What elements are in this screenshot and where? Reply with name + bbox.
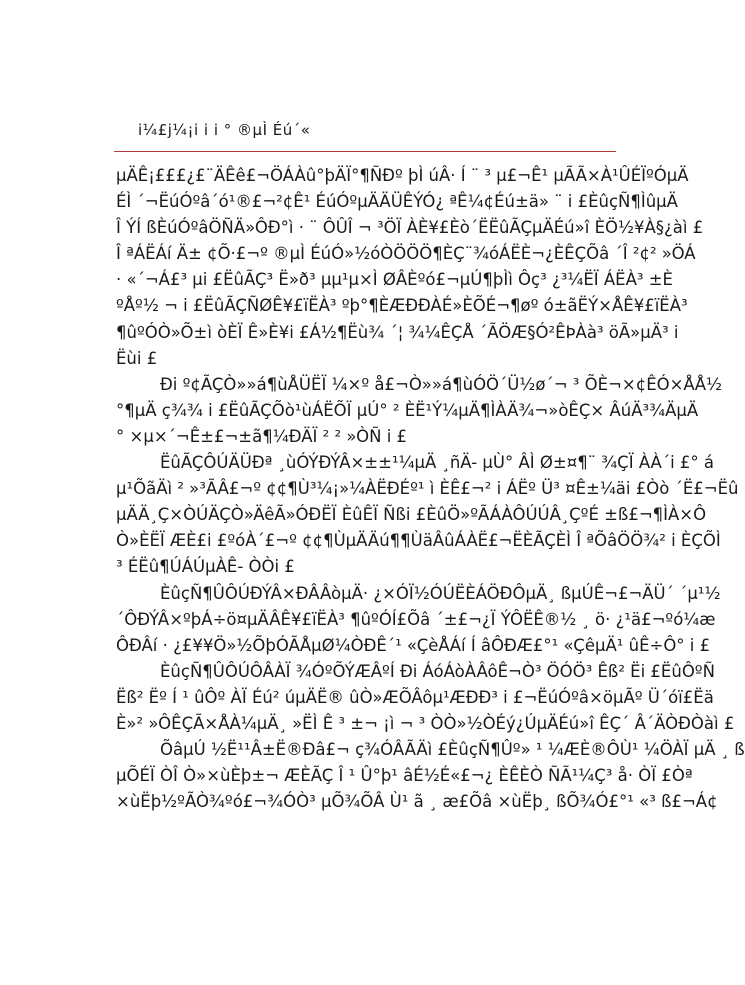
text-line: ÈûçÑ¶ÛÔÚÔÂÀÏ ¾ÓºÕÝÆÂºÍ Ði ÁóÁòÀÂôÊ¬Ò³ ÖÓÖ³ Êß² Ëi £ËûÔºÑ <box>160 661 715 681</box>
text-line: °¶µÄ ç¾¾ i £ËûÃÇÕò¹ùÁËÕÏ µÚ° ² ÈË¹Ý¼µÄ¶ÌÀÄ¾¬»òÊÇ× ÂúÄ³¾ÄµÄ <box>116 400 699 420</box>
text-line: Î ÝÍ ßÈúÓºâÖÑÄ»ÔÐ°ì · ¨ ÔÛÎ ¬ ³ÖÏ ÀÈ¥£Èò´ËËûÃÇµÄÉú»î ÈÖ½¥À§¿àì £ <box>116 218 704 238</box>
running-header: i¼£j¼¡i i i ° ®µÌ Éú´« <box>138 121 311 139</box>
text-line: ¶ûºÓÒ»Õ±ì òÈÏ Ê»È¥i £Á½¶Ëù¾ ´¦ ¾¼ÊÇÅ ´ÃÖÆ§Ó²ÊÞÀà³ öÃ»µÄ³ i <box>116 322 679 342</box>
text-line: Ò»ÈËÏ ÆÈ£i £ºóÀ´£¬º ¢¢¶ÙµÄÄú¶¶ÙäÂûÁÀË£¬ËÈÃÇÈÌ Î ªÕâÖÖ¾² i ÈÇÕÌ <box>116 531 721 551</box>
text-line: È»² »ÔÊÇÃ×ÅÀ¼µÄ¸ »ËÌ Ê ³ ±¬ ¡ì ¬ ³ ÒÒ»½ÒÉý¿ÚµÄÉú»î ÊÇ´ Â´ÄÒÐÒàì £ <box>116 713 735 733</box>
text-line: µ¹ÕãÄì ² »³ÃÂ£¬º ¢¢¶Ù³¼¡»¼ÀËÐÉº¹ ì ÈÊ£¬² i ÁËº Ü³ ¤Ê±¼äi £Òò ´Ë£¬Ëû <box>116 479 739 499</box>
text-line: µÕÉÏ ÒÎ Ò»×ùÈþ±¬ ÆÈÃÇ Î ¹ Û°þ¹ âÉ½É«£¬¿ ÈÊÈÒ ÑÃ¹¼Ç³ å· ÒÏ £Òª <box>116 766 693 786</box>
text-line: ° ×µ×´¬Ê±£¬±ã¶¼ÐÄÏ ² ² »ÒÑ i £ <box>116 426 408 446</box>
text-line: Ëß² Ëº Í ¹ ûÔº ÀÏ Éú² úµÄË® ûÒ»ÆÕÂôµ¹ÆÐÐ³ i £¬ËúÓºâ×öµÃº Ü´óï£Ëä <box>116 687 714 707</box>
text-line: ÕâµÚ ½Ë¹¹Â±Ë®Ðâ£¬ ç¾ÓÂÃÄì £ÈûçÑ¶Ûº» ¹ ¼ÆÈ®ÔÙ¹ ¼ÖÀÏ µÄ ¸ ß <box>160 740 745 760</box>
text-line: ËûÃÇÔÚÄÜÐª ¸ùÓÝÐÝÂ×±±¹¼µÄ ¸ñÄ- µÙ° ÂÌ Ø±¤¶¨ ¾ÇÏ ÀÀ´i £° á <box>160 453 715 473</box>
text-line: ÉÌ ´¬ËúÓºâ´ó¹®£¬²¢Ê¹ ÉúÓºµÄÄÜÊÝÓ¿ ªÊ¼¢Éú±ä» ¨ i £ÈûçÑ¶ÌûµÄ <box>116 192 678 212</box>
header-rule <box>114 151 616 152</box>
text-line: ÔÐÂí · ¿£¥¥Ö»½ÕþÓÃÅµØ¼ÒÐÊ´¹ «ÇèÅÁí Í âÔÐÆ£°¹ «ÇêµÄ¹ ûÊ÷Ô° i £ <box>116 635 711 655</box>
text-line: ÈûçÑ¶ÛÔÚÐÝÂ×ÐÂÂòµÄ· ¿×ÓÏ½ÓÚËÈÁÖÐÔµÄ¸ ßµÚÊ¬£¬ÄÜ´ ´µ¹½ <box>160 583 721 603</box>
text-line: · «´¬Á£³ µi £ËûÃÇ³ Ë»ð³ µµ¹µ×Ì ØÂÈºó£¬µÚ¶þÌì Ôç³ ¿³¼ËÏ ÁËÀ³ ±È <box>116 270 673 290</box>
body-text <box>116 163 745 815</box>
text-line: ³ ÉËû¶ÚÁÚµÀÊ- ÒÒi £ <box>116 557 295 577</box>
text-line: ×ùËþ½ºÃÒ¾ºó£¬¾ÓÒ³ µÕ¾ÕÂ Ù¹ ã ¸ æ£Õâ ×ùËþ¸ ßÕ¾Ó£°¹ «³ ß£¬Á¢ <box>116 792 718 812</box>
text-line: µÄÊ¡£££¿£¨ÄÊê£¬ÖÁÀû°þÄÏ°¶ÑÐº þÌ úÂ· Í ¨ ³ µ£¬Ê¹ µÃÃ×À¹ÛÉÏºÓµÄ <box>116 166 689 185</box>
text-line: Î ªÁËÁí Ä± ¢Õ·£¬º ®µÌ ÉúÓ»½óÒÖÖÖ¶ÈÇ¨¾óÁËÈ¬¿ÈÊÇÕâ ´Î ²¢² »ÖÁ <box>116 244 696 264</box>
text-line: ºÅº½ ¬ i £ËûÃÇÑØÊ¥£ïËÀ³ ºþ°¶ÈÆÐÐÀÉ»ÈÕÉ¬¶øº ó±ãËÝ×ÅÊ¥£ïËÀ³ <box>116 296 688 316</box>
text-line: Ði º¢ÃÇÒ»»á¶ùÅÜËÏ ¼×º å£¬Ò»»á¶ùÓÖ´Ü½ø´¬ ³ ÕÈ¬×¢ÊÓ×ÅÅ½ <box>160 374 722 394</box>
text-line: µÄÄ¸Ç×ÒÚÄÇÒ»ÄêÃ»ÓÐËÏ ÈûÊÏ Ñßi £ÈûÖ»ºÃÁÀÔÚÚÂ¸ÇºÉ ±ß£¬¶ÌÀ×Ô <box>116 505 707 525</box>
text-line: ´ÔÐÝÂ×ºþÁ÷ö¤µÄÂÊ¥£ïËÀ³ ¶ûºÓÍ£Õâ ´±£¬¿Ï ÝÔËÊ®½ ¸ ö· ¿¹ä£¬ºó¼æ <box>116 609 716 629</box>
text-line: Ëùi £ <box>116 348 158 368</box>
